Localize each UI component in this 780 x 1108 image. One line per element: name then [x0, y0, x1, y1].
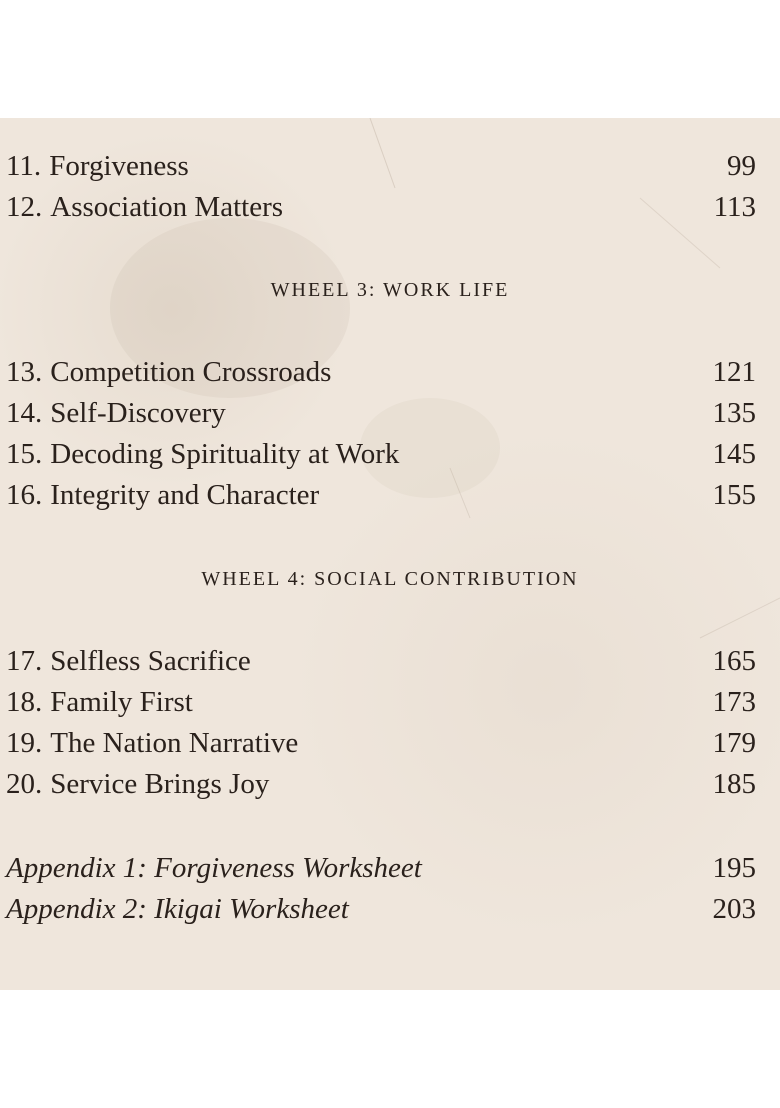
section-heading-wheel-3: WHEEL 3: WORK LIFE	[270, 279, 510, 301]
entry-number: 19.	[6, 727, 43, 759]
toc-entry[interactable]	[6, 684, 756, 720]
entry-title: Selfless Sacrifice	[50, 645, 251, 677]
toc-entry[interactable]	[6, 643, 756, 679]
entry-title: The Nation Narrative	[50, 727, 299, 759]
appendix-title: Appendix 2: Ikigai Worksheet	[6, 893, 349, 925]
entry-page: 179	[712, 727, 756, 759]
entry-title-group	[6, 436, 399, 472]
section-heading-wheel-4: WHEEL 4: SOCIAL CONTRIBUTION	[201, 568, 579, 590]
entry-page: 185	[712, 768, 756, 800]
book-page	[0, 118, 780, 990]
entry-title: Forgiveness	[49, 150, 189, 182]
entry-number: 16.	[6, 479, 43, 511]
entry-title-group	[6, 395, 226, 431]
entry-title-group	[6, 477, 319, 513]
entry-title: Association Matters	[50, 191, 284, 223]
toc-appendix-entry[interactable]	[6, 891, 756, 927]
entry-page: 155	[712, 479, 756, 511]
entry-number: 18.	[6, 686, 43, 718]
entry-page: 203	[712, 893, 756, 925]
entry-number: 14.	[6, 397, 43, 429]
toc-entry[interactable]	[6, 148, 756, 184]
entry-number: 13.	[6, 356, 43, 388]
entry-number: 17.	[6, 645, 43, 677]
entry-title-group	[6, 725, 298, 761]
entry-title: Self-Discovery	[50, 397, 226, 429]
entry-number: 15.	[6, 438, 43, 470]
entry-page: 195	[712, 852, 756, 884]
toc-entry[interactable]	[6, 189, 756, 225]
toc-entry[interactable]	[6, 395, 756, 431]
entry-number: 20.	[6, 768, 43, 800]
toc-entry[interactable]	[6, 725, 756, 761]
toc-entry[interactable]	[6, 436, 756, 472]
entry-title-group	[6, 684, 193, 720]
toc-entry[interactable]	[6, 354, 756, 390]
entry-title-group	[6, 643, 251, 679]
entry-title: Family First	[50, 686, 193, 718]
entry-page: 165	[712, 645, 756, 677]
toc-entry[interactable]	[6, 477, 756, 513]
appendix-title: Appendix 1: Forgiveness Worksheet	[6, 852, 422, 884]
entry-page: 99	[727, 150, 756, 182]
entry-title-group	[6, 189, 283, 225]
entry-number: 11.	[6, 150, 42, 182]
toc-entry[interactable]	[6, 766, 756, 802]
entry-page: 135	[712, 397, 756, 429]
entry-title-group	[6, 148, 189, 184]
entry-number: 12.	[6, 191, 43, 223]
entry-title: Competition Crossroads	[50, 356, 332, 388]
entry-title-group	[6, 354, 331, 390]
entry-page: 145	[712, 438, 756, 470]
entry-title: Integrity and Character	[50, 479, 320, 511]
entry-page: 113	[713, 191, 756, 223]
entry-page: 121	[712, 356, 756, 388]
entry-title: Decoding Spirituality at Work	[50, 438, 400, 470]
toc-appendix-entry[interactable]	[6, 850, 756, 886]
entry-title-group	[6, 766, 269, 802]
entry-title: Service Brings Joy	[50, 768, 270, 800]
entry-page: 173	[712, 686, 756, 718]
